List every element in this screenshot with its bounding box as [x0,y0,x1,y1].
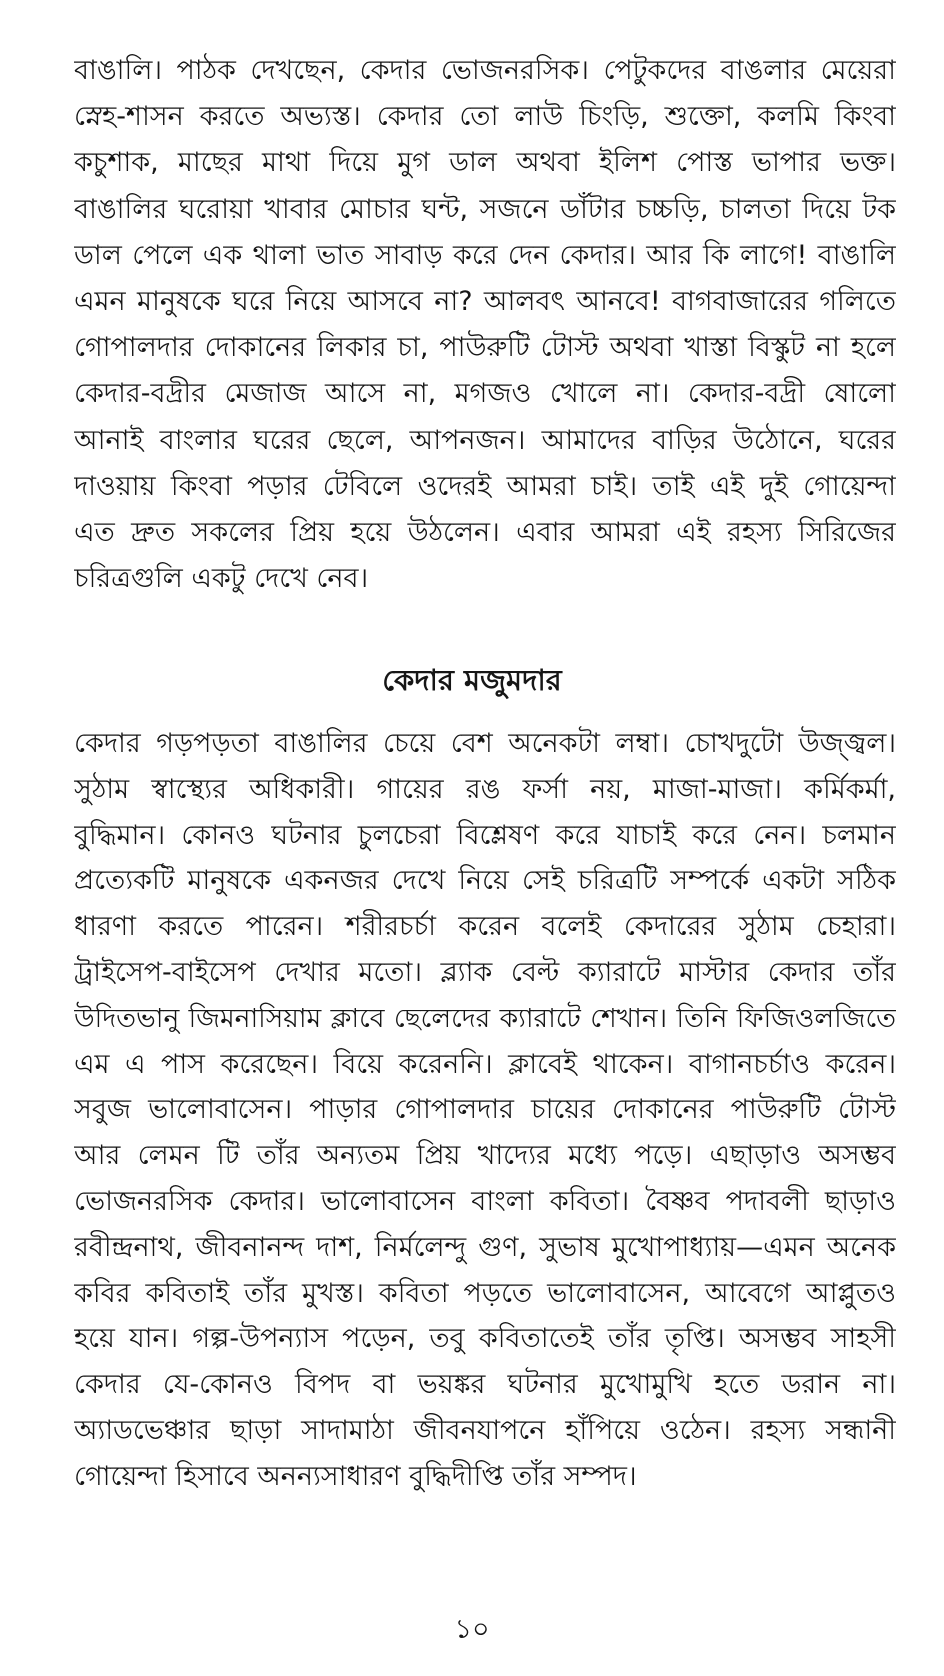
text-line: উদিতভানু জিমনাসিয়াম ক্লাবে ছেলেদের ক্যারাটে শেখান। তিনি ফিজিওলজিতে [74,1002,896,1034]
text-line: গোপালদার দোকানের লিকার চা, পাউরুটি টোস্ট অথবা খাস্তা বিস্কুট না হলে [74,332,896,364]
text-line: বাঙালির ঘরোয়া খাবার মোচার ঘন্ট, সজনে ডাঁটার চচ্চড়ি, চালতা দিয়ে টক [74,193,896,225]
text-line: রবীন্দ্রনাথ, জীবনানন্দ দাশ, নির্মলেন্দু গুণ, সুভাষ মুখোপাধ্যায়—এমন অনেক [74,1231,896,1263]
text-line: আর লেমন টি তাঁর অন্যতম প্রিয় খাদ্যের মধ্যে পড়ে। এছাড়াও অসম্ভব [74,1140,896,1172]
text-line: কচুশাক, মাছের মাথা দিয়ে মুগ ডাল অথবা ইলিশ পোস্ত ভাপার ভক্ত। [74,147,896,179]
text-line: এত দ্রুত সকলের প্রিয় হয়ে উঠলেন। এবার আমরা এই রহস্য সিরিজের [74,516,896,548]
text-line: চরিত্রগুলি একটু দেখে নেব। [74,563,369,595]
text-line: প্রত্যেকটি মানুষকে একনজর দেখে নিয়ে সেই চরিত্রটি সম্পর্কে একটা সঠিক [74,865,896,897]
text-line: ট্রাইসেপ-বাইসেপ দেখার মতো। ব্ল্যাক বেল্ট ক্যারাটে মাস্টার কেদার তাঁর [74,956,896,988]
section-heading: কেদার মজুমদার [382,663,562,697]
text-line: কবির কবিতাই তাঁর মুখস্ত। কবিতা পড়তে ভালোবাসেন, আবেগে আপ্লুতও [74,1277,896,1309]
text-line: আনাই বাংলার ঘরের ছেলে, আপনজন। আমাদের বাড়ির উঠোনে, ঘরের [74,424,896,456]
text-line: এমন মানুষকে ঘরে নিয়ে আসবে না? আলবৎ আনবে! বাগবাজারের গলিতে [74,285,896,317]
page-number: ১০ [454,1614,490,1645]
text-line: কেদার-বদ্রীর মেজাজ আসে না, মগজও খোলে না। কেদার-বদ্রী ষোলো [74,378,896,410]
text-line: বাঙালি। পাঠক দেখছেন, কেদার ভোজনরসিক। পেটুকদের বাঙলার মেয়েরা [74,55,896,86]
text-line: বুদ্ধিমান। কোনও ঘটনার চুলচেরা বিশ্লেষণ করে যাচাই করে নেন। চলমান [74,819,896,851]
text-line: স্নেহ-শাসন করতে অভ্যস্ত। কেদার তো লাউ চিংড়ি, শুক্তো, কলমি কিংবা [74,101,896,133]
text-line: হয়ে যান। গল্প-উপন্যাস পড়েন, তবু কবিতাতেই তাঁর তৃপ্তি। অসম্ভব সাহসী [74,1323,896,1355]
text-line: ডাল পেলে এক থালা ভাত সাবাড় করে দেন কেদার। আর কি লাগে! বাঙালি [74,239,896,271]
text-line: কেদার যে-কোনও বিপদ বা ভয়ঙ্কর ঘটনার মুখোমুখি হতে ডরান না। [74,1369,896,1401]
paragraph-intro [74,48,896,602]
text-line: ধারণা করতে পারেন। শরীরচর্চা করেন বলেই কেদারের সুঠাম চেহারা। [74,911,896,943]
text-line: অ্যাডভেঞ্চার ছাড়া সাদামাঠা জীবনযাপনে হাঁপিয়ে ওঠেন। রহস্য সন্ধানী [74,1414,896,1446]
text-line: গোয়েন্দা হিসাবে অনন্যসাধারণ বুদ্ধিদীপ্তি তাঁর সম্পদ। [74,1460,637,1492]
text-line: এম এ পাস করেছেন। বিয়ে করেননি। ক্লাবেই থাকেন। বাগানচর্চাও করেন। [74,1048,896,1080]
text-line: কেদার গড়পড়তা বাঙালির চেয়ে বেশ অনেকটা লম্বা। চোখদুটো উজ্জ্বল। [74,728,896,759]
text-line: দাওয়ায় কিংবা পড়ার টেবিলে ওদেরই আমরা চাই। তাই এই দুই গোয়েন্দা [74,470,896,502]
paragraph-kedar-majumdar [74,721,896,1500]
text-line: সবুজ ভালোবাসেন। পাড়ার গোপালদার চায়ের দোকানের পাউরুটি টোস্ট [74,1094,896,1126]
text-line: সুঠাম স্বাস্থ্যের অধিকারী। গায়ের রঙ ফর্সা নয়, মাজা-মাজা। কর্মিকর্মা, [74,773,896,805]
text-line: ভোজনরসিক কেদার। ভালোবাসেন বাংলা কবিতা। বৈষ্ণব পদাবলী ছাড়াও [74,1185,896,1217]
